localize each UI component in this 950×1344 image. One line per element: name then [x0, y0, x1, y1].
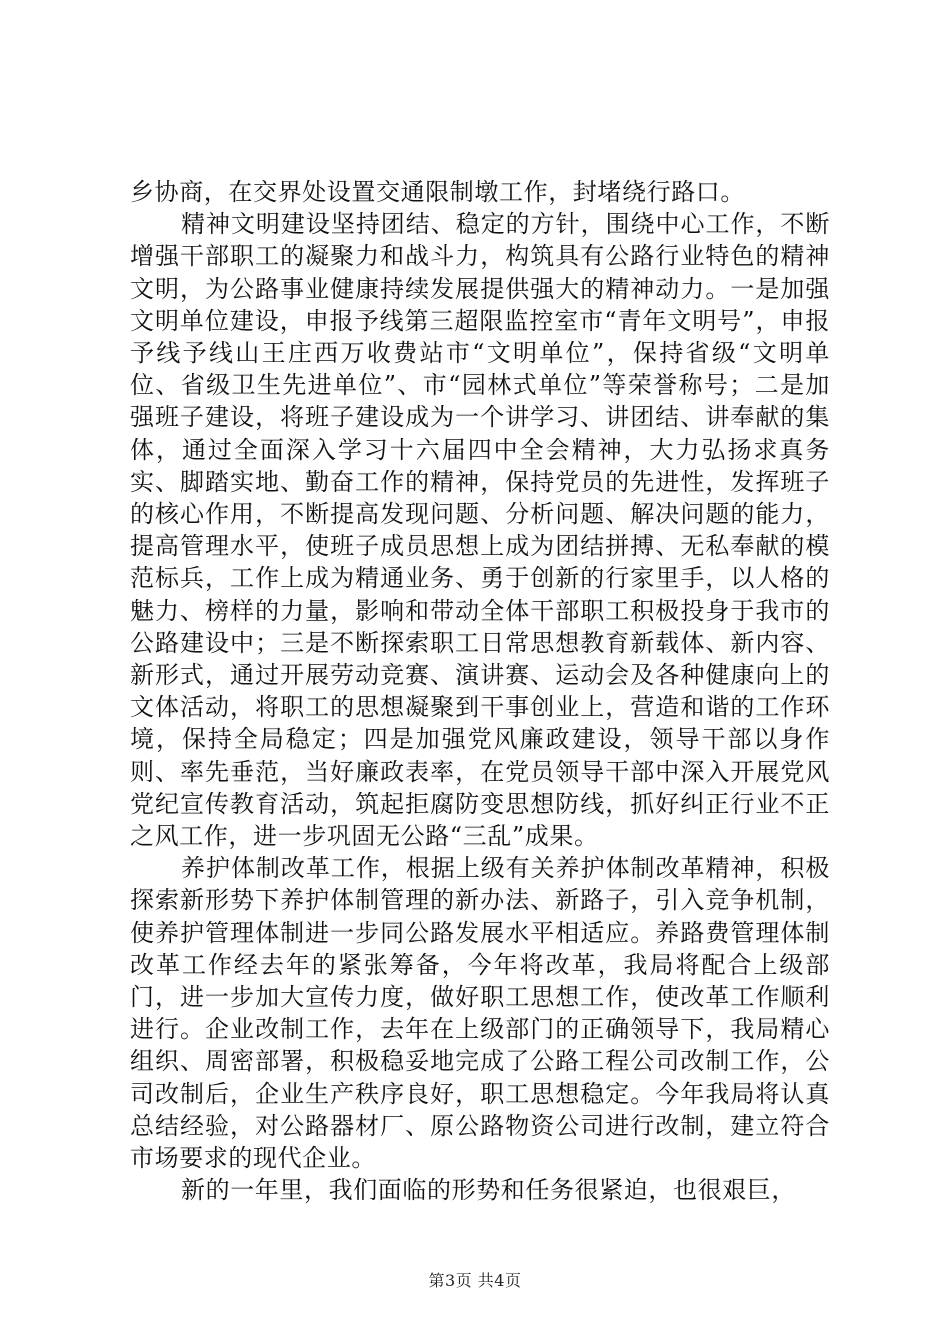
paragraph-spiritual-civilization: 精神文明建设坚持团结、稳定的方针，围绕中心工作，不断增强干部职工的凝聚力和战斗力，构筑具有公路行业特色的精神文明，为公路事业健康持续发展提供强大的精神动力。一是加强文明单位建设，申报予线第三超限监控室市“青年文明号”，申报予线予线山王庄西万收费站市“文明单位”，保持省级“文明单位、省级卫生先进单位”、市“园林式单位”等荣誉称号；二是加强班子建设，将班子建设成为一个讲学习、讲团结、讲奉献的集体，通过全面深入学习十六届四中全会精神，大力弘扬求真务实、脚踏实地、勤奋工作的精神，保持党员的先进性，发挥班子的核心作用，不断提高发现问题、分析问题、解决问题的能力，提高管理水平，使班子成员思想上成为团结拼搏、无私奉献的模范标兵，工作上成为精通业务、勇于创新的行家里手，以人格的魅力、榜样的力量，影响和带动全体干部职工积极投身于我市的公路建设中；三是不断探索职工日常思想教育新载体、新内容、新形式，通过开展劳动竞赛、演讲赛、运动会及各种健康向上的文体活动，将职工的思想凝聚到干事创业上，营造和谐的工作环境，保持全局稳定；四是加强党风廉政建设，领导干部以身作则、率先垂范，当好廉政表率，在党员领导干部中深入开展党风党纪宣传教育活动，筑起拒腐防变思想防线，抓好纠正行业不正之风工作，进一步巩固无公路“三乱”成果。: [130, 210, 830, 851]
document-body: [130, 176, 830, 1207]
page-footer: [0, 1268, 950, 1291]
paragraph-maintenance-reform: 养护体制改革工作，根据上级有关养护体制改革精神，积极探索新形势下养护体制管理的新办法、新路子，引入竞争机制，使养护管理体制进一步同公路发展水平相适应。养路费管理体制改革工作经去年的紧张筹备，今年将改革，我局将配合上级部门，进一步加大宣传力度，做好职工思想工作，使改革工作顺利进行。企业改制工作，去年在上级部门的正确领导下，我局精心组织、周密部署，积极稳妥地完成了公路工程公司改制工作，公司改制后，企业生产秩序良好，职工思想稳定。今年我局将认真总结经验，对公路器材厂、原公路物资公司进行改制，建立符合市场要求的现代企业。: [130, 854, 830, 1173]
paragraph-continuation: 乡协商，在交界处设置交通限制墩工作，封堵绕行路口。: [130, 178, 745, 206]
paragraph-new-year: 新的一年里，我们面临的形势和任务很紧迫，也很艰巨，: [181, 1176, 796, 1205]
page-number: 第3页 共4页: [428, 1271, 522, 1290]
